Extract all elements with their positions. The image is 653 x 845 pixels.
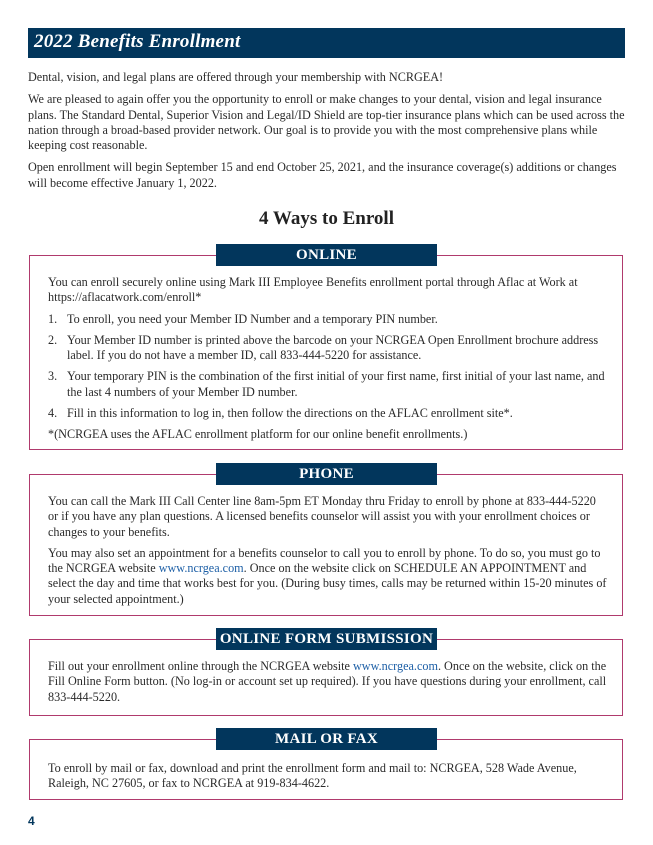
phone-text: You may also set an appointment for a benefits counselor to call you to enroll by phone. To do so, you must go to the NCRGEA website (48, 545, 601, 576)
intro-paragraph: Dental, vision, and legal plans are offered through your membership with NCRGEA! (28, 70, 444, 84)
form-tag: ONLINE FORM SUBMISSION (216, 628, 437, 650)
list-item (48, 312, 608, 327)
phone-box (29, 474, 623, 616)
section-heading: 4 Ways to Enroll (259, 208, 394, 229)
page-title: 2022 Benefits Enrollment (34, 31, 241, 52)
online-footnote: *(NCRGEA uses the AFLAC enrollment platform for our online benefit enrollments.) (48, 427, 468, 442)
form-text: Fill out your enrollment online through the NCRGEA website (48, 659, 353, 673)
form-box (29, 639, 623, 716)
phone-paragraph: You can call the Mark III Call Center line 8am-5pm ET Monday thru Friday to enroll by phone at 833-444-5220 or if you have any plan questions. A licensed benefits counselor will assist you with your enrollment choices or changes to your benefits. (48, 494, 596, 539)
phone-text: . Once on the website click on SCHEDULE AN APPOINTMENT and select the day and time that works best for you. (During busy times, calls may be returned within 15-20 minutes of your selected appointment.) (48, 561, 607, 606)
step-number: 2. (48, 332, 58, 347)
list-item (48, 406, 608, 421)
step-text: To enroll, you need your Member ID Number and a temporary PIN number. (67, 311, 438, 326)
ncrgea-website-link[interactable]: www.ncrgea.com (158, 561, 244, 576)
phone-tag: PHONE (216, 463, 437, 485)
step-text: Your temporary PIN is the combination of the first initial of your first name, first initial of your last name, and the last 4 numbers of your Member ID number. (67, 369, 605, 399)
step-text: Fill in this information to log in, then follow the directions on the AFLAC enrollment site*. (67, 406, 513, 421)
form-paragraph (48, 659, 608, 705)
intro-paragraph: We are pleased to again offer you the opportunity to enroll or make changes to your dental, vision and legal insurance plans. The Standard Dental, Superior Vision and Legal/ID Shield are top-tier insurance plans which can be used across the nation through a broad-based provider network. Our goal is to provide you with the most comprehensive plans while keeping cost reasonable. (28, 92, 625, 153)
online-tag: ONLINE (216, 244, 437, 266)
list-item (48, 333, 608, 364)
header-banner (28, 28, 625, 58)
mail-paragraph: To enroll by mail or fax, download and print the enrollment form and mail to: NCRGEA, 528 Wade Avenue, Raleigh, NC 27605, or fax to NCRGEA at 919-834-4622. (48, 761, 577, 791)
ncrgea-website-link[interactable]: www.ncrgea.com (353, 659, 438, 673)
page-number: 4 (28, 814, 35, 828)
list-item (48, 369, 608, 400)
intro-section (28, 70, 628, 198)
step-number: 4. (48, 406, 58, 421)
step-text: Your Member ID number is printed above the barcode on your NCRGEA Open Enrollment brochure address label. If you do not have a member ID, call 833-444-5220 for assistance. (67, 332, 599, 363)
intro-paragraph: Open enrollment will begin September 15 and end October 25, 2021, and the insurance coverage(s) additions or changes will become effective January 1, 2022. (28, 160, 617, 190)
online-box (29, 255, 623, 450)
mail-tag: MAIL OR FAX (216, 728, 437, 750)
form-text: . Once on the website, click on the Fill Online Form button. (No log-in or account set up required). If you have questions during your enrollment, call 833-444-5220. (48, 659, 607, 704)
step-number: 3. (48, 369, 58, 384)
phone-paragraph (48, 546, 608, 607)
online-lead: You can enroll securely online using Mark III Employee Benefits enrollment portal through Aflac at Work at https://aflacatwork.com/enroll* (48, 275, 578, 305)
online-steps (48, 312, 608, 422)
step-number: 1. (48, 311, 58, 326)
